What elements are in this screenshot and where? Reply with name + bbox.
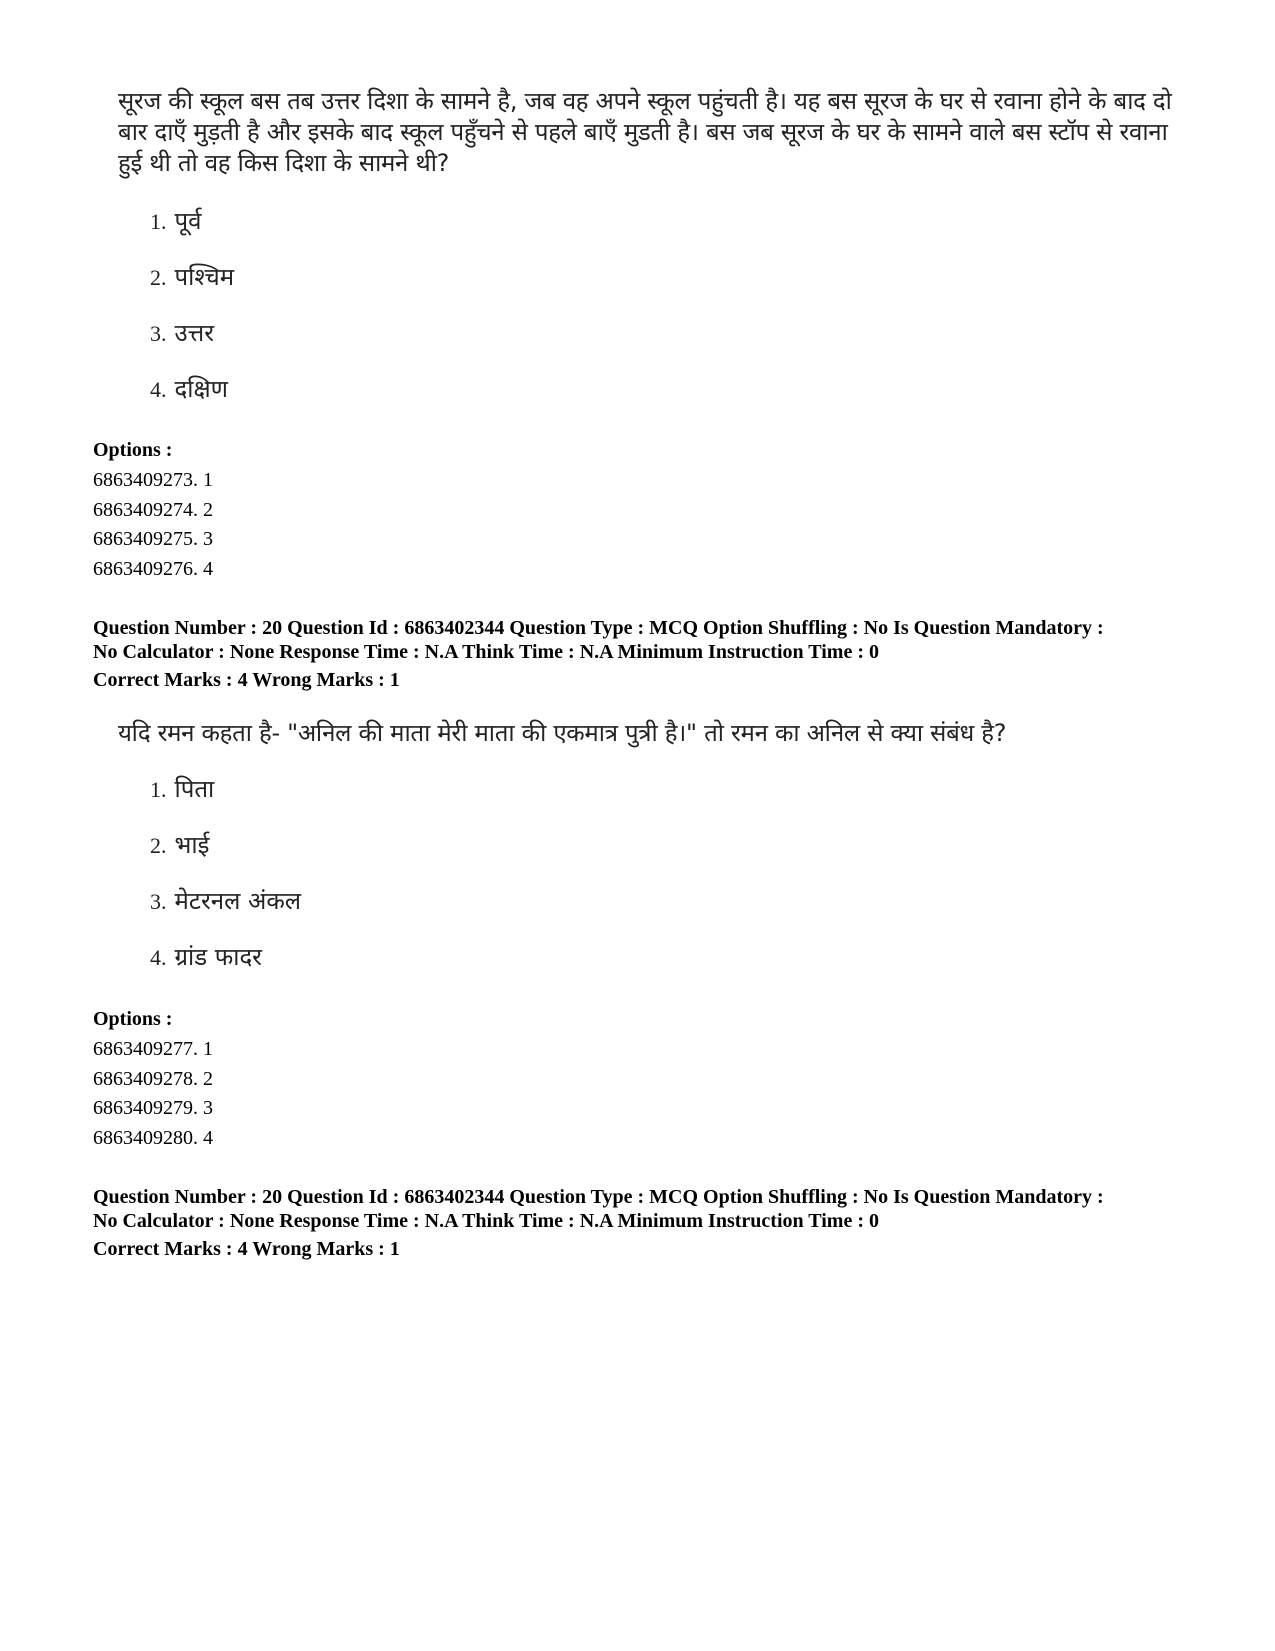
question-marks: Correct Marks : 4 Wrong Marks : 1 (93, 669, 400, 691)
choice-number: 4. (150, 377, 167, 402)
choice-number: 2. (150, 833, 167, 858)
option-id-list (93, 1035, 213, 1153)
choice-item (150, 942, 262, 973)
choice-item (150, 318, 214, 349)
choice-number: 2. (150, 265, 167, 290)
question-meta-line: Question Number : 20 Question Id : 6863402344 Question Type : MCQ Option Shuffling : No Is Question Mandatory : (93, 1186, 1104, 1208)
option-id: 6863409275. 3 (93, 528, 213, 550)
question-marks: Correct Marks : 4 Wrong Marks : 1 (93, 1238, 400, 1260)
choice-label: पश्चिम (174, 263, 235, 291)
choice-label: मेटरनल अंकल (174, 887, 302, 915)
choice-number: 3. (150, 321, 167, 346)
choice-item (150, 262, 234, 293)
options-heading: Options : (93, 1008, 173, 1030)
choice-number: 4. (150, 945, 167, 970)
options-heading: Options : (93, 439, 173, 461)
question-text: यदि रमन कहता है- "अनिल की माता मेरी माता की एकमात्र पुत्री है।" तो रमन का अनिल से क्या संबंध है? (118, 719, 1007, 747)
choice-number: 3. (150, 889, 167, 914)
choice-number: 1. (150, 777, 167, 802)
choice-item (150, 374, 228, 405)
option-id: 6863409278. 2 (93, 1067, 213, 1090)
choice-item (150, 886, 301, 917)
choice-item (150, 830, 209, 861)
choice-label: ग्रांड फादर (174, 943, 263, 971)
choice-label: दक्षिण (174, 375, 229, 403)
option-id-list (93, 466, 213, 584)
choice-label: उत्तर (174, 319, 215, 347)
choice-label: पिता (174, 775, 215, 803)
question-meta-line: No Calculator : None Response Time : N.A Think Time : N.A Minimum Instruction Time : 0 (93, 641, 879, 663)
choice-item (150, 206, 201, 237)
question-meta-line: Question Number : 20 Question Id : 6863402344 Question Type : MCQ Option Shuffling : No Is Question Mandatory : (93, 617, 1104, 639)
option-id: 6863409274. 2 (93, 498, 213, 521)
question-meta-line: No Calculator : None Response Time : N.A Think Time : N.A Minimum Instruction Time : 0 (93, 1210, 879, 1232)
choice-label: पूर्व (174, 207, 202, 235)
option-id: 6863409276. 4 (93, 557, 213, 580)
option-id: 6863409277. 1 (93, 1038, 213, 1060)
choice-label: भाई (174, 831, 210, 859)
option-id: 6863409279. 3 (93, 1097, 213, 1119)
choice-number: 1. (150, 209, 167, 234)
option-id: 6863409280. 4 (93, 1126, 213, 1149)
choice-item (150, 774, 214, 805)
option-id: 6863409273. 1 (93, 469, 213, 491)
question-text: सूरज की स्कूल बस तब उत्तर दिशा के सामने है, जब वह अपने स्कूल पहुंचती है। यह बस सूरज के घर से रवाना होने के बाद दो बार दाएँ मुड़ती है और इसके बाद स्कूल पहुँचने से पहले बाएँ मुडती है। बस जब सूरज के घर के सामने वाले बस स्टॉप से रवाना हुई थी तो वह किस दिशा के सामने थी? (118, 87, 1172, 177)
